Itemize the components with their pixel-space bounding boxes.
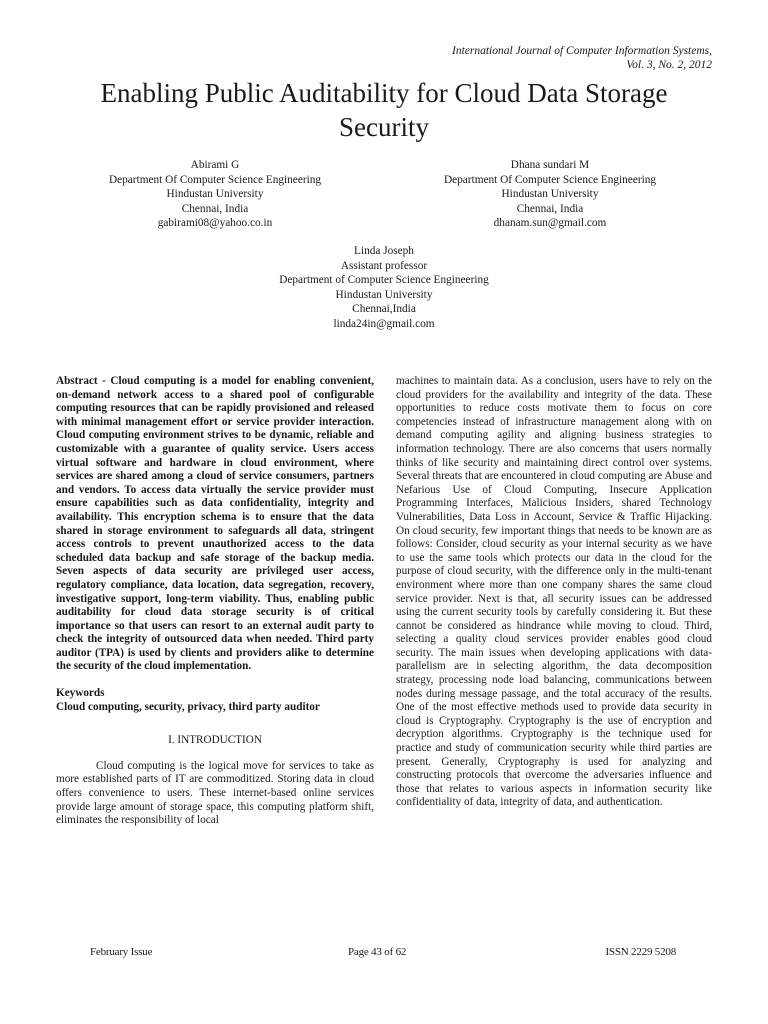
author-name: Abirami G bbox=[190, 159, 240, 171]
author-role: Assistant professor bbox=[340, 259, 428, 272]
author-block-3 bbox=[234, 244, 534, 332]
author-email: linda24in@gmail.com bbox=[333, 317, 435, 330]
journal-name: International Journal of Computer Information Systems, bbox=[451, 45, 712, 57]
abstract: Abstract - Cloud computing is a model for enabling convenient, on-demand network access to a shared pool of configurable computing resources that can be rapidly provisioned and released with minimal management effort or service provider interaction. Cloud computing environment strives to be dynamic, reliable and customizable with a guarantee of quality service. Users access virtual software and hardware in cloud environment, where services are shared among a cloud of service consumers, partners and vendors. To access data virtually the service provider must ensure capabilities such as data confidentiality, integrity and availability. This encryption schema is to ensure that the data shared in storage environment to safeguards all data, stringent access controls to prevent unauthorized access to the data scheduled data backup and safe storage of the backup media. Seven aspects of data security are privileged user access, regulatory compliance, data location, data segregation, recovery, investigative support, long-term viability. Thus, enabling public auditability for cloud data storage security is of critical importance so that users can resort to an external audit party to check the integrity of outsourced data when needed. Third party auditor (TPA) is used by clients and providers alike to determine the security of the cloud implementation. bbox=[56, 375, 374, 673]
footer-issn: ISSN 2229 5208 bbox=[605, 946, 676, 958]
title-line-1: Enabling Public Auditability for Cloud Data Storage bbox=[100, 78, 668, 108]
journal-header bbox=[452, 44, 712, 72]
section-heading-introduction: I. INTRODUCTION bbox=[168, 734, 262, 747]
author-name: Dhana sundari M bbox=[510, 159, 590, 171]
journal-volume: Vol. 3, No. 2, 2012 bbox=[626, 59, 712, 71]
author-university: Hindustan University bbox=[335, 288, 433, 301]
paper-title bbox=[40, 76, 728, 144]
left-column bbox=[56, 375, 374, 828]
author-block-2 bbox=[405, 158, 695, 231]
author-name: Linda Joseph bbox=[354, 245, 414, 257]
right-column bbox=[396, 375, 712, 810]
introduction-paragraph: Cloud computing is the logical move for services to take as more established parts of IT are commoditized. Storing data in cloud offers convenience to users. These internet-based online services provide large amount of storage space, this computing platform shift, eliminates the responsibility of local bbox=[56, 759, 374, 827]
title-line-2: Security bbox=[339, 112, 429, 142]
author-email: gabirami08@yahoo.co.in bbox=[157, 217, 273, 230]
keywords-text: Cloud computing, security, privacy, third party auditor bbox=[56, 700, 320, 713]
author-email: dhanam.sun@gmail.com bbox=[493, 217, 607, 230]
author-university: Hindustan University bbox=[501, 188, 599, 201]
author-dept: Department Of Computer Science Engineering bbox=[443, 173, 657, 186]
introduction-continued-paragraph: machines to maintain data. As a conclusion, users have to rely on the cloud providers for the availability and integrity of the data. These opportunities to reduce costs motivate them to focus on core competencies instead of infrastructure management along with on demand computing agility and aligning business strategies to information technology. There are also concerns that users normally thinks of like security and maintaining direct control over systems. Several threats that are encountered in cloud computing are Abuse and Nefarious Use of Cloud Computing, Insecure Application Programming Interfaces, Malicious Insiders, shared Technology Vulnerabilities, Data Loss in Account, Service & Traffic Hijacking. On cloud security, few important things that needs to be known are as follows: Consider, cloud security as your internal security as we have to use the same tools which protects our data in the cloud for the purpose of cloud security, with the difference only in the multi-tenant environment where more than one company shares the same cloud service provider. Next is that, all security issues can be addressed using the current security tools by carefully considering it. But these cannot be considered as hindrance while moving to cloud. Third, selecting a quality cloud services provider enables good cloud security. The main issues when developing applications with data-parallelism are in selecting algorithm, the data decomposition strategy, processing node load balancing, communications between nodes during message passage, and the total accuracy of the results. One of the most effective methods used to provide data security in cloud is Cryptography. Cryptography is the use of encryption and decryption algorithms. Cryptography is the technique used for practice and study of communication security while third parties are present. Generally, Cryptography is used for analyzing and constructing protocols that overcome the adversaries influence and those that relates to various aspects in information security like confidentiality of data, integrity of data, and authentication. bbox=[396, 375, 712, 809]
footer-page-number: Page 43 of 62 bbox=[348, 946, 407, 958]
author-block-1 bbox=[70, 158, 360, 231]
author-location: Chennai,India bbox=[352, 303, 416, 316]
author-location: Chennai, India bbox=[516, 202, 584, 215]
author-dept: Department of Computer Science Engineering bbox=[279, 274, 489, 287]
keywords-heading: Keywords bbox=[56, 687, 105, 700]
author-dept: Department Of Computer Science Engineering bbox=[108, 173, 322, 186]
author-location: Chennai, India bbox=[181, 202, 249, 215]
footer-issue: February Issue bbox=[90, 946, 153, 958]
author-university: Hindustan University bbox=[166, 188, 264, 201]
